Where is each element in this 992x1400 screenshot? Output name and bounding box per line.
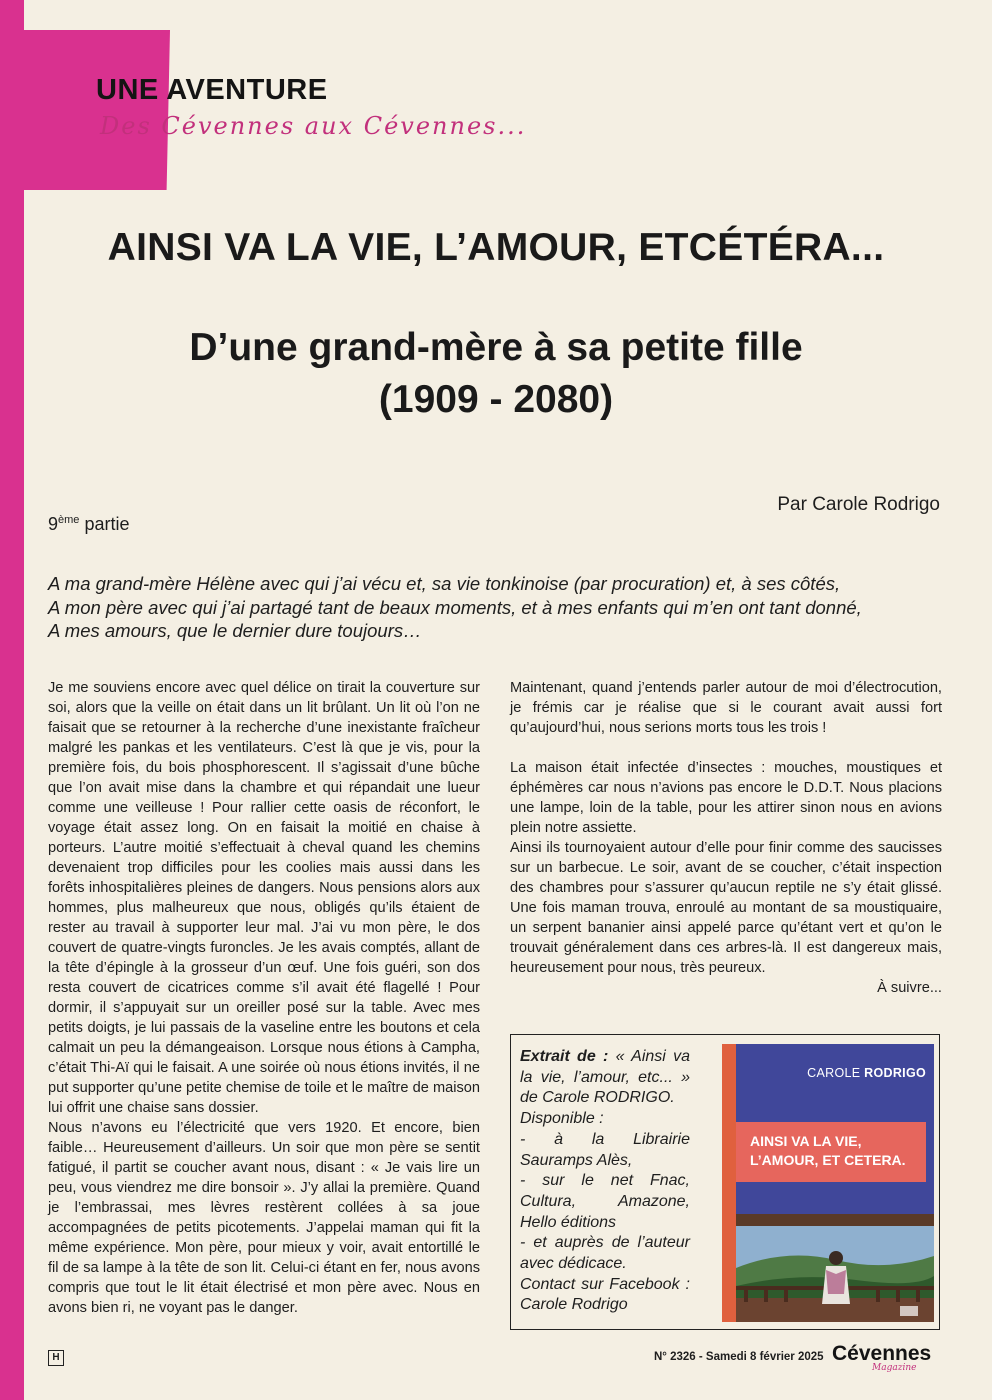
article-subtitle-line2: (1909 - 2080) (378, 378, 614, 421)
book-extract-box (510, 1034, 940, 1330)
book-title-banner (736, 1122, 926, 1182)
part-label: partie (84, 514, 130, 534)
extract-line: « Ainsi va la vie, l’amour, etc... » de Carole RODRIGO. (520, 1048, 690, 1107)
book-cover-photo (736, 1214, 934, 1322)
article-subtitle (0, 322, 992, 426)
extract-label: Extrait de : (520, 1048, 609, 1065)
footer-marker: H (48, 1350, 64, 1366)
book-author-first: CAROLE (807, 1066, 861, 1080)
article-subtitle-line1: D’une grand-mère à sa petite fille (189, 326, 803, 369)
part-number-value: 9 (48, 514, 59, 534)
book-title-line2: L’AMOUR, ET CETERA. (750, 1152, 906, 1168)
article-column-left (48, 678, 480, 1318)
header-color-block (0, 30, 170, 190)
dedication-line: A mes amours, que le dernier dure toujours… (48, 620, 422, 641)
extract-line: - à la Librairie Sauramps Alès, (520, 1130, 690, 1169)
byline: Par Carole Rodrigo (777, 494, 940, 515)
paragraph: Maintenant, quand j’entends parler autour de moi d’électrocution, je frémis car je réalise que si le courant avait aussi fort qu’aujourd’hui, nous serions morts tous les trois ! (510, 680, 942, 736)
to-be-continued: À suivre... (877, 980, 942, 996)
paragraph: Nous n’avons eu l’électricité que vers 1920. Et encore, bien faible… Heureusement d’ailleurs. Un soir que mon père se sentit fatigué, il partit se coucher avant nous, disant : « Je vais lire un peu, vous viendrez me dire bonsoir ». J’y allai la première. Quand je l’embrassai, mes lèvres restèrent collées à sa joue accompagnées de petits picotements. J’appelai maman qui fit la même expérience. Mon père, pour mieux y voir, avait entortillé le fil de sa lampe à la tête de son lit. Celui-ci étant en fer, nous avons compris que tout le lit était électrisé et mon père avec. Nous en avons bien ri, ne voyant pas le danger. (48, 1120, 480, 1316)
article-title: AINSI VA LA VIE, L’AMOUR, ETCÉTÉRA... (107, 226, 885, 269)
part-number-sup: ème (58, 514, 80, 526)
extract-text (520, 1047, 690, 1316)
section-title: UNE AVENTURE (96, 74, 328, 106)
section-subtitle: Des Cévennes aux Cévennes... (100, 112, 527, 140)
paragraph: La maison était infectée d’insectes : mouches, moustiques et éphémères car nous n’avions pas encore le D.D.T. Nous placions une lampe, loin de la table, pour les attirer sinon nous en avions plein notre assiette. (510, 760, 942, 836)
left-accent-bar (0, 0, 24, 1400)
dedication-line: A mon père avec qui j’ai partagé tant de beaux moments, et à mes enfants qui m’en ont tant donné, (48, 596, 862, 618)
book-author-last: RODRIGO (864, 1066, 926, 1080)
dedication (48, 572, 948, 643)
book-cover-image (722, 1044, 934, 1322)
paragraph: Ainsi ils tournoyaient autour d’elle pour finir comme des saucisses sur un barbecue. Le soir, avant de se coucher, c’était inspection des chambres pour s’assurer qu’aucun reptile ne s’y était glissé. Une fois maman trouva, enroulé au montant de sa moustiquaire, un serpent bananier ainsi appelé parce qu’étant vert et qu’on le trouvait généralement dans ces arbres-là. Il est dangereux mais, heureusement pour nous, très peureux. (510, 840, 942, 976)
paragraph: Je me souviens encore avec quel délice on tirait la couverture sur soi, alors que la veille on était dans un lit brûlant. Un lit où l’on ne faisait que se retourner à la recherche d’une inexistante fraîcheur malgré les pankas et les ventilateurs. C’est là que je vis, pour la première fois, du bois phosphorescent. Il s’agissait d’une bûche que l’on avait mise dans la chambre et qui répandait une lueur comme une veilleuse ! Pour rallier cette oasis de réconfort, le voyage était assez long. On en faisait la moitié en chaise à porteurs. L’autre moitié s’effectuait à cheval quand les chemins devenaient trop difficiles pour les coolies mais aussi dans les forêts inhospitalières pleines de dangers. Nous pensions alors aux hommes, plus malheureux que nous, obligés qu’ils étaient de rester au travail à supporter leur mal. J’ai vu mon père, le dos couvert de quatre-vingts furoncles. Je les avais comptés, allant de la tête d’épingle à la grosseur d’un œuf. Une fois guéri, son dos resta couvert de cicatrices comme s’il avait été flagellé ! Pour dormir, il s’appuyait sur un oreiller posé sur la table. Avec mes petits doigts, je lui passais de la vaseline entre les boutons et cela calmait un peu la démangeaison. Lorsque nous étions à Campha, c’était Thi-Aï qui le faisait. A une soirée où nous étions invités, il ne put supporter qu’une petite chemise de toile et le maître de maison lui offrit une chaise sans dossier. (48, 680, 480, 1116)
extract-line: - sur le net Fnac, Cultura, Amazone, Hello éditions (520, 1172, 690, 1231)
issue-info: N° 2326 - Samedi 8 février 2025 (654, 1351, 824, 1363)
dedication-line: A ma grand-mère Hélène avec qui j’ai vécu et, sa vie tonkinoise (par procuration) et, à ses côtés, (48, 573, 841, 594)
part-number (48, 514, 129, 535)
book-author (746, 1066, 926, 1080)
magazine-logo-sub: Magazine (872, 1363, 917, 1373)
magazine-logo: Cévennes (832, 1342, 932, 1365)
article-column-right (510, 678, 942, 998)
book-title-line1: AINSI VA LA VIE, (750, 1133, 862, 1149)
extract-line: - et auprès de l’auteur avec dédicace. (520, 1234, 690, 1273)
extract-line: Contact sur Facebook : Carole Rodrigo (520, 1275, 690, 1314)
book-spine (722, 1044, 736, 1322)
extract-line: Disponible : (520, 1110, 604, 1128)
